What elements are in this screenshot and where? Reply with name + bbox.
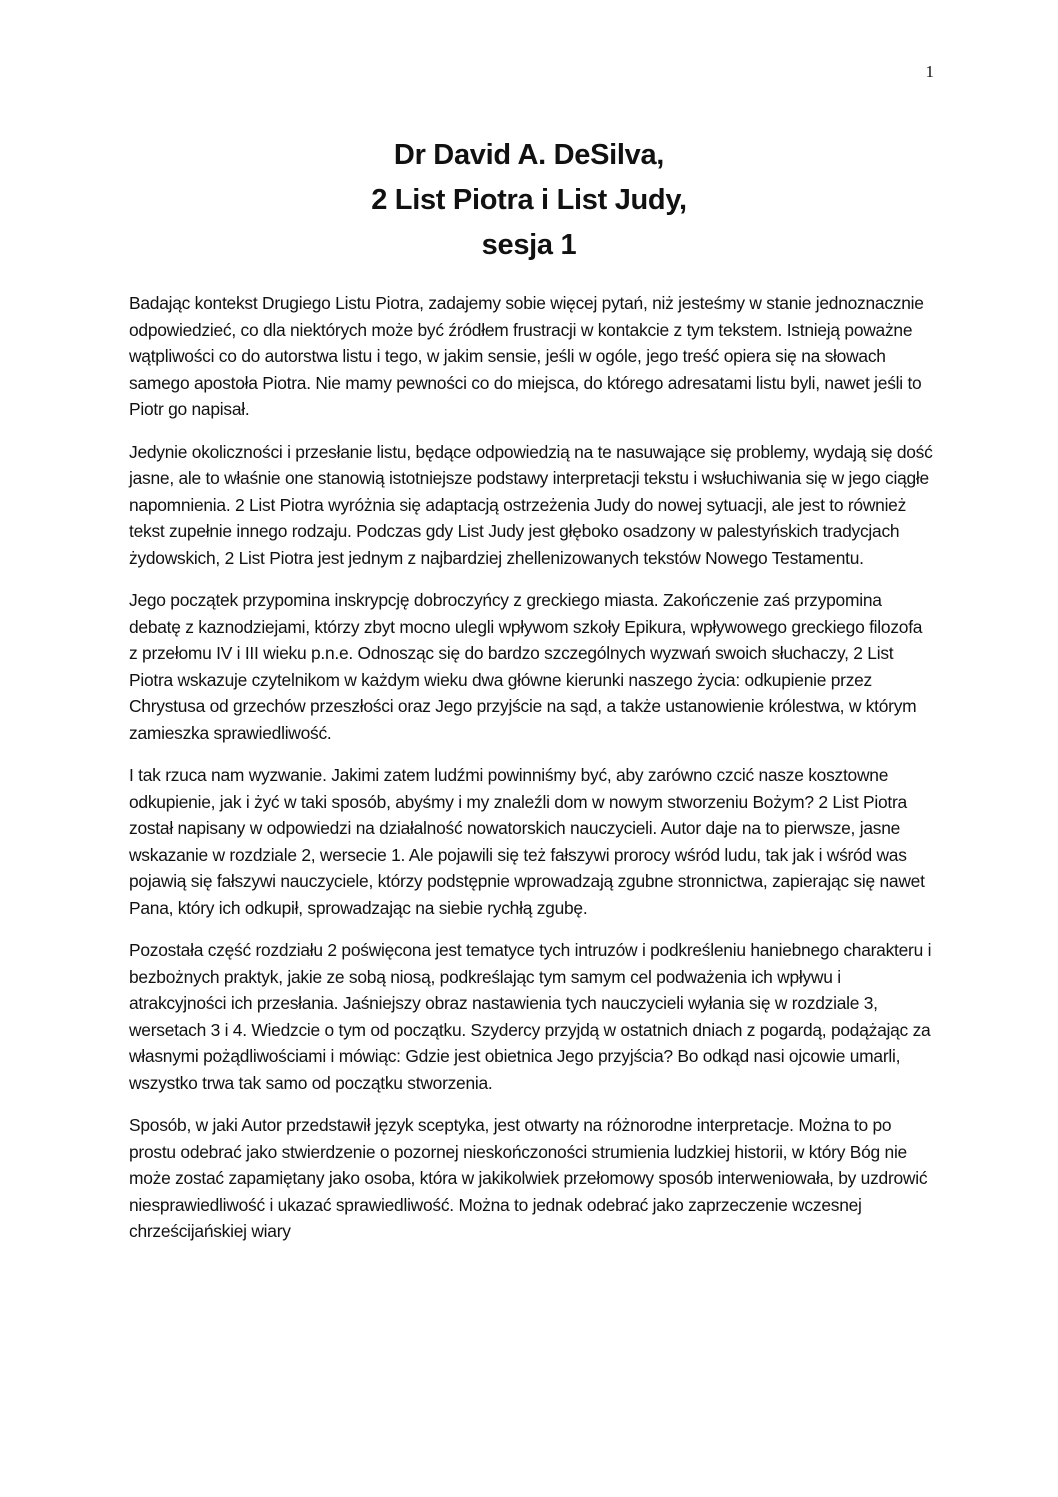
document-title — [129, 133, 929, 268]
title-line-session: sesja 1 — [481, 229, 577, 261]
paragraph: Pozostała część rozdziału 2 poświęcona jest tematyce tych intruzów i podkreśleniu haniebnego charakteru i bezbożnych praktyk, jakie ze sobą niosą, podkreślając tym samym cel podważenia ich wpływu i atrakcyjności ich przesłania. Jaśniejszy obraz nastawienia tych nauczycieli wyłania się w rozdziale 3, wersetach 3 i 4. Wiedzcie o tym od początku. Szydercy przyjdą w ostatnich dniach z pogardą, podążając za własnymi pożądliwościami i mówiąc: Gdzie jest obietnica Jego przyjścia? Bo odkąd nasi ojcowie umarli, wszystko trwa tak samo od początku stworzenia. — [129, 940, 932, 1093]
title-line-subject: 2 List Piotra i List Judy, — [371, 184, 687, 216]
paragraph: I tak rzuca nam wyzwanie. Jakimi zatem ludźmi powinniśmy być, aby zarówno czcić nasze kosztowne odkupienie, jak i żyć w taki sposób, abyśmy i my znaleźli dom w nowym stworzeniu Bożym? 2 List Piotra został napisany w odpowiedzi na działalność nowatorskich nauczycieli. Autor daje na to pierwsze, jasne wskazanie w rozdziale 2, wersecie 1. Ale pojawili się też fałszywi prorocy wśród ludu, tak jak i wśród was pojawią się fałszywi nauczyciele, którzy podstępnie wprowadzają zgubne stronnictwa, zapierając się nawet Pana, który ich odkupił, sprowadzając na siebie rychłą zgubę. — [129, 765, 925, 918]
title-line-author: Dr David A. DeSilva, — [393, 139, 665, 171]
paragraph: Jego początek przypomina inskrypcję dobroczyńcy z greckiego miasta. Zakończenie zaś przypomina debatę z kaznodziejami, którzy zbyt mocno ulegli wpływom szkoły Epikura, wpływowego greckiego filozofa z przełomu IV i III wieku p.n.e. Odnosząc się do bardzo szczególnych wyzwań swoich słuchaczy, 2 List Piotra wskazuje czytelnikom w każdym wieku dwa główne kierunki naszego życia: odkupienie przez Chrystusa od grzechów przeszłości oraz Jego przyjście na sąd, a także ustanowienie królestwa, w którym zamieszka sprawiedliwość. — [129, 590, 923, 743]
paragraph: Sposób, w jaki Autor przedstawił język sceptyka, jest otwarty na różnorodne interpretacje. Można to po prostu odebrać jako stwierdzenie o pozornej nieskończoności strumienia ludzkiej historii, w który Bóg nie może zostać zapamiętany jako osoba, która w jakikolwiek przełomowy sposób interweniowała, by uzdrowić niesprawiedliwość i ukazać sprawiedliwość. Można to jednak odebrać jako zaprzeczenie wczesnej chrześcijańskiej wiary — [129, 1115, 928, 1241]
paragraph: Jedynie okoliczności i przesłanie listu, będące odpowiedzią na te nasuwające się problemy, wydają się dość jasne, ale to właśnie one stanowią istotniejsze podstawy interpretacji tekstu i wsłuchiwania się w jego ciągłe napomnienia. 2 List Piotra wyróżnia się adaptacją ostrzeżenia Judy do nowej sytuacji, ale jest to również tekst zupełnie innego rodzaju. Podczas gdy List Judy jest głęboko osadzony w palestyńskich tradycjach żydowskich, 2 List Piotra jest jednym z najbardziej zhellenizowanych tekstów Nowego Testamentu. — [129, 441, 933, 568]
paragraph: Badając kontekst Drugiego Listu Piotra, zadajemy sobie więcej pytań, niż jesteśmy w stanie jednoznacznie odpowiedzieć, co dla niektórych może być źródłem frustracji w kontakcie z tym tekstem. Istnieją poważne wątpliwości co do autorstwa listu i tego, w jakim sensie, jeśli w ogóle, jego treść opiera się na słowach samego apostoła Piotra. Nie mamy pewności co do miejsca, do którego adresatami listu byli, nawet jeśli to Piotr go napisał. — [129, 293, 924, 419]
document-body — [129, 290, 935, 1261]
page-number: 1 — [925, 62, 934, 81]
